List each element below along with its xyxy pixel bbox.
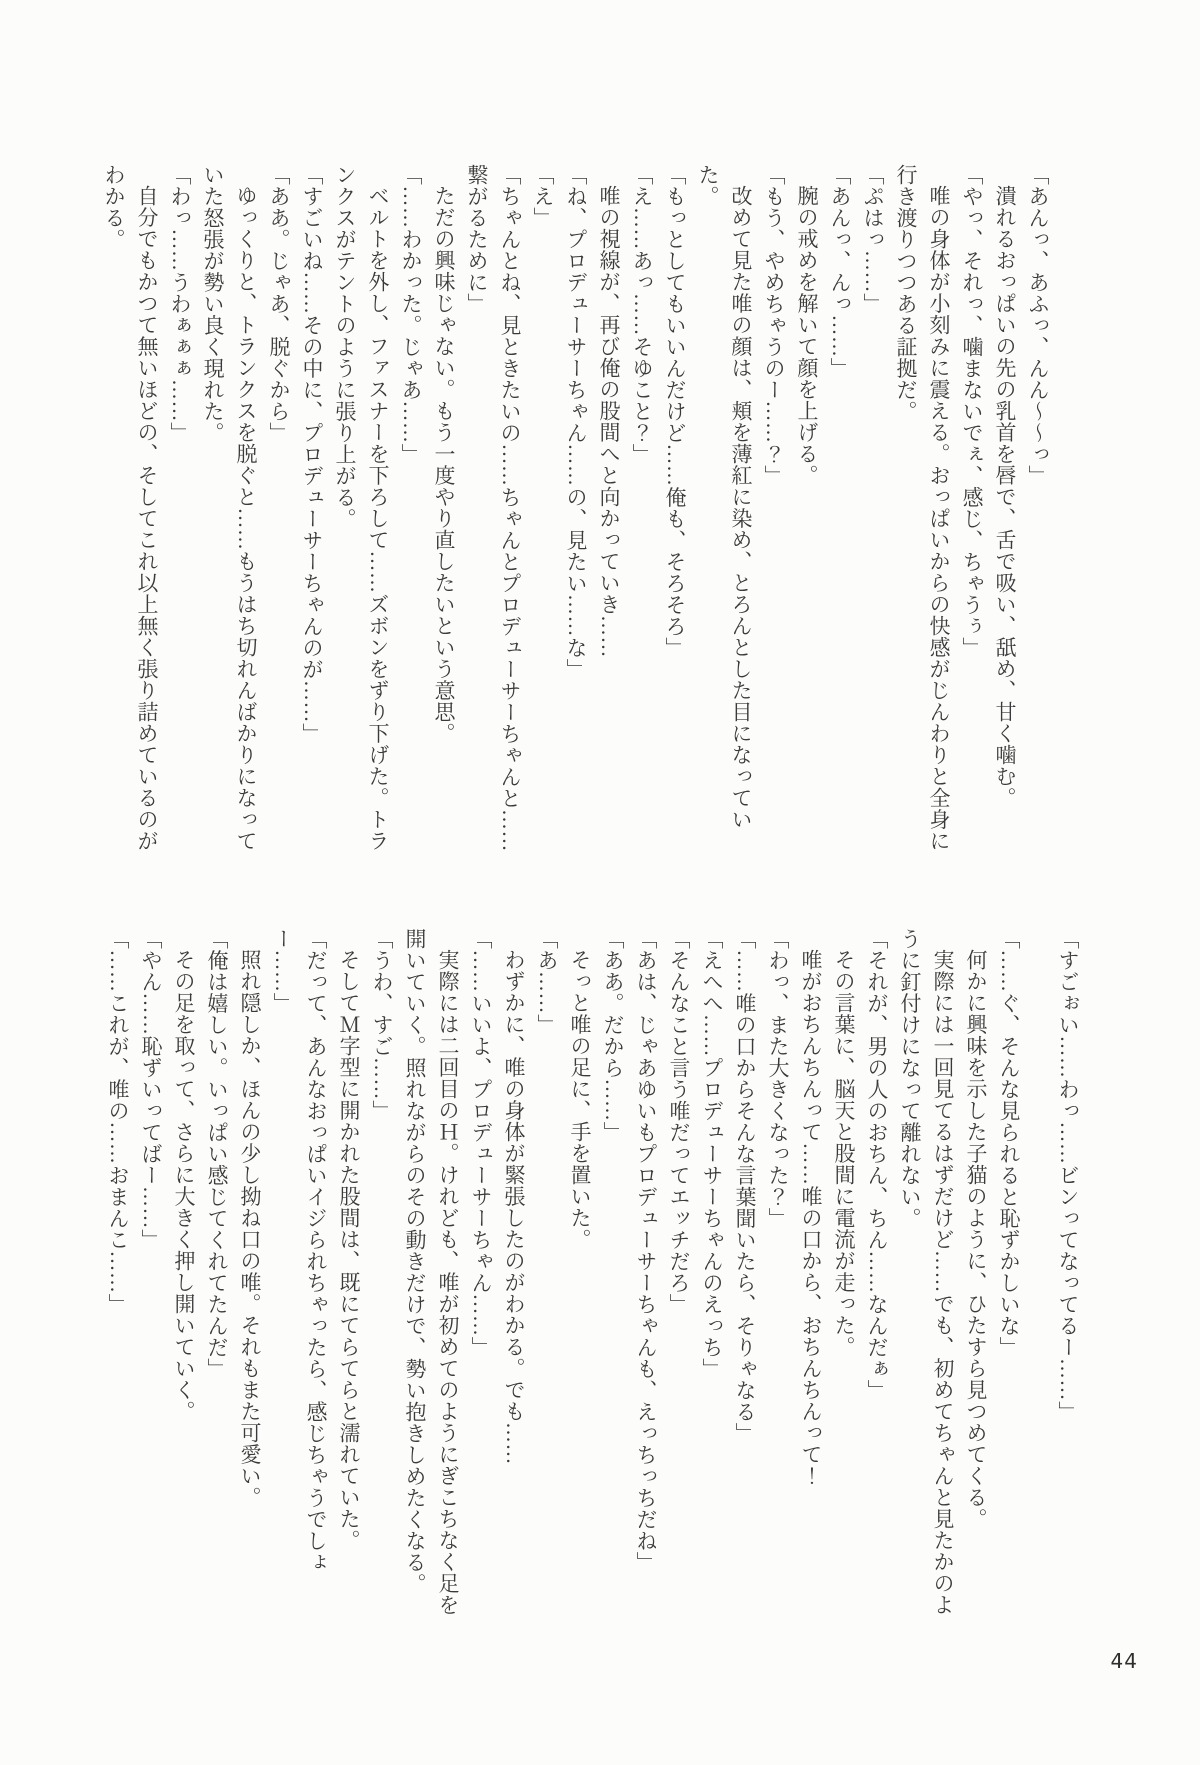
paragraph-line: 「ああ。だから……」 xyxy=(601,928,625,1143)
paragraph-line: 照れ隠しか、ほんの少し拗ね口の唯。それもまた可愛い。 xyxy=(238,949,262,1508)
paragraph-line: 「やん……恥ずいってばー……」 xyxy=(139,928,163,1251)
paragraph-line: ただの興味じゃない。もう一度やり直したいという意思。 xyxy=(432,185,456,744)
paragraph-line: 「すごぉい……わっ……ビンってなってるー……」 xyxy=(1056,928,1080,1423)
paragraph-line: 「……唯の口からそんな言葉聞いたら、そりゃなる」 xyxy=(733,928,757,1444)
paragraph-line: 実際には一回見てるはずだけど……でも、初めてちゃんと見たかのように釘付けになって離れない。 xyxy=(898,928,955,1616)
text-block-lower xyxy=(101,928,1084,1628)
paragraph-line: ベルトを外し、ファスナーを下ろして……ズボンをずり下げた。トランクスがテントのように張り上がる。 xyxy=(333,164,390,852)
paragraph-line: 「もう、やめちゃうのー……？」 xyxy=(762,164,786,487)
paragraph-line: 「ああ。じゃあ、脱ぐから」 xyxy=(267,164,291,444)
paragraph-line: 「わっ、また大きくなった？」 xyxy=(766,928,790,1229)
paragraph-line: 「やっ、それっ、噛まないでぇ、感じ、ちゃうぅ」 xyxy=(960,164,984,659)
paragraph-line: その足を取って、さらに大きく押し開いていく。 xyxy=(172,949,196,1422)
paragraph-line: 「え……あっ……そゆこと？」 xyxy=(630,164,654,465)
paragraph-line: ゆっくりと、トランクスを脱ぐと……もうはち切れんばかりになっていた怒張が勢い良く現れた。 xyxy=(201,164,258,852)
paragraph-line: そっと唯の足に、手を置いた。 xyxy=(568,949,592,1250)
paragraph-line: 「それが、男の人のおちん、ちん……なんだぁ」 xyxy=(865,928,889,1401)
paragraph-line: 「え」 xyxy=(531,164,555,229)
paragraph-line: 「ちゃんとね、見ときたいの……ちゃんとプロデューサーちゃんと……繋がるために」 xyxy=(465,164,522,852)
paragraph-line: 唯の視線が、再び俺の股間へと向かっていき…… xyxy=(597,185,621,658)
paragraph-line: 「もっとしてもいいんだけど……俺も、そろそろ」 xyxy=(663,164,687,659)
paragraph-line: 「だって、あんなおっぱいイジられちゃったら、感じちゃうでしょー……」 xyxy=(271,928,328,1573)
paragraph-line: 「……いいよ、プロデューサーちゃん……」 xyxy=(469,928,493,1358)
paragraph-line: 実際には二回目のＨ。けれども、唯が初めてのようにぎこちなく足を開いていく。照れながらのその動きだけで、勢い抱きしめたくなる。 xyxy=(403,928,460,1616)
paragraph-line: 「うわ、すご……」 xyxy=(370,928,394,1122)
paragraph-line: 「俺は嬉しい。いっぱい感じてくれてたんだ」 xyxy=(205,928,229,1380)
paragraph-line: そしてＭ字型に開かれた股間は、既にてらてらと濡れていた。 xyxy=(337,949,361,1551)
paragraph-line: 自分でもかつて無いほどの、そしてこれ以上無く張り詰めているのがわかる。 xyxy=(102,164,159,852)
paragraph-line: 「わっ……うわぁぁぁ……」 xyxy=(168,164,192,444)
paragraph-line: 「あは、じゃあゆいもプロデューサーちゃんも、えっちっちだね」 xyxy=(634,928,658,1573)
paragraph-line: 「あんっ、あふっ、んん〜〜っ」 xyxy=(1026,164,1050,487)
paragraph-line: わずかに、唯の身体が緊張したのがわかる。でも…… xyxy=(502,949,526,1465)
paragraph-line: その言葉に、脳天と股間に電流が走った。 xyxy=(832,949,856,1358)
paragraph-line: 「すごいね……その中に、プロデューサーちゃんのが……」 xyxy=(300,164,324,745)
paragraph-line: 「……ぐ、そんな見られると恥ずかしいな」 xyxy=(997,928,1021,1358)
paragraph-line: 何かに興味を示した子猫のように、ひたすら見つめてくる。 xyxy=(964,949,988,1530)
paragraph-line: 「えへへ……プロデューサーちゃんのえっち」 xyxy=(700,928,724,1380)
paragraph-line: 「……これが、唯の……おまんこ……」 xyxy=(106,928,130,1315)
paragraph-line: 「ぷはっ……」 xyxy=(861,164,885,315)
paragraph-line: 「……わかった。じゃあ……」 xyxy=(399,164,423,465)
paragraph-line: 改めて見た唯の顔は、頬を薄紅に染め、とろんとした目になっていた。 xyxy=(696,164,753,830)
paragraph-line: 「ね、プロデューサーちゃん……の、見たい……な」 xyxy=(564,164,588,680)
paragraph-line: 潰れるおっぱいの先の乳首を唇で、舌で吸い、舐め、甘く噛む。 xyxy=(993,185,1017,809)
paragraph-line: 唯がおちんちんって……唯の口から、おちんちんって！ xyxy=(799,949,823,1487)
paragraph-line: 唯の身体が小刻みに震える。おっぱいからの快感がじんわりと全身に行き渡りつつある証拠だ。 xyxy=(894,164,951,852)
page-number: 44 xyxy=(1110,1649,1138,1673)
paragraph-line: 腕の戒めを解いて顔を上げる。 xyxy=(795,185,819,486)
text-block-upper xyxy=(97,164,1054,858)
paragraph-line: 「あ……」 xyxy=(535,928,559,1036)
paragraph-line: 「そんなこと言う唯だってエッチだろ」 xyxy=(667,928,691,1315)
paragraph-line: 「あんっ、んっ……」 xyxy=(828,164,852,379)
